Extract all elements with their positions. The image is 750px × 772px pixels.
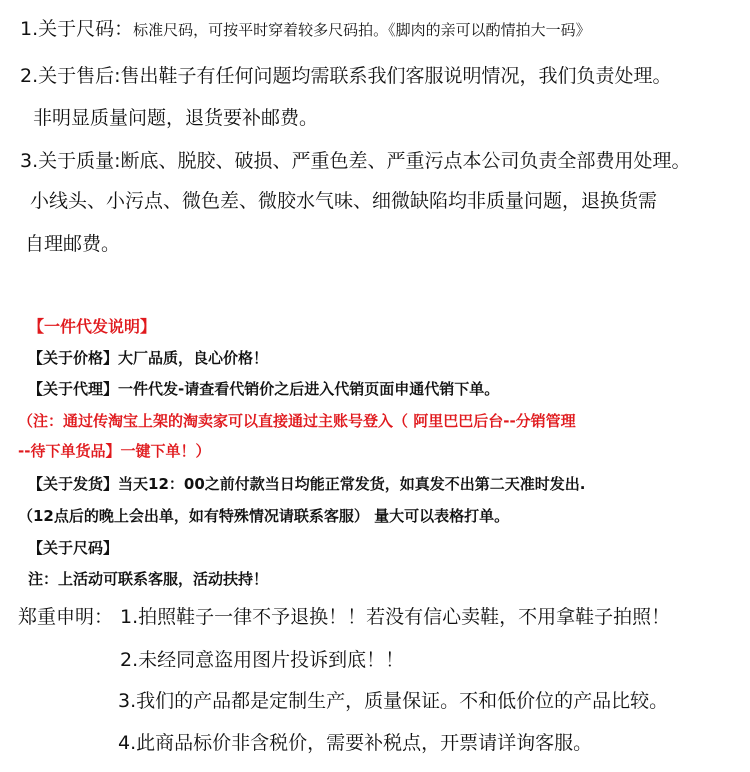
price-line — [28, 347, 268, 368]
statement-item-3: 3.我们的产品都是定制生产，质量保证。不和低价位的产品比较。 — [118, 690, 669, 712]
size-label-line: 【关于尺码】 — [28, 539, 119, 557]
dropship-note-line-1: （注：通过传淘宝上架的淘卖家可以直接通过主账号登入（ 阿里巴巴后台--分销管理 — [18, 412, 576, 430]
agent-line — [28, 378, 499, 399]
size-info-line — [20, 14, 591, 41]
activity-note: 注：上活动可联系客服，活动扶持！ — [28, 570, 269, 588]
quality-line-3: 自理邮费。 — [25, 233, 121, 255]
shipping-label: 【关于发货】 — [28, 475, 119, 493]
statement-label: 郑重申明： — [18, 606, 114, 628]
dropship-note-line-2: --待下单货品】一键下单！） — [18, 442, 211, 460]
after-sales-line-2: 非明显质量问题，退货要补邮费。 — [33, 107, 319, 129]
agent-label: 【关于代理】 — [28, 380, 119, 398]
shipping-line-2: （12点后的晚上会出单，如有特殊情况请联系客服） 量大可以表格打单。 — [18, 507, 510, 525]
statement-item-1: 1.拍照鞋子一律不予退换！！若没有信心卖鞋，不用拿鞋子拍照！ — [120, 606, 671, 628]
quality-line-2: 小线头、小污点、微色差、微胶水气味、细微缺陷均非质量问题，退换货需 — [30, 190, 658, 212]
statement-item-2: 2.未经同意盗用图片投诉到底！！ — [120, 649, 405, 671]
shipping-text: 当天12：00之前付款当日均能正常发货，如真发不出第二天准时发出. — [118, 475, 586, 493]
shipping-line — [28, 473, 585, 494]
dropship-title: 【一件代发说明】 — [28, 317, 157, 336]
agent-text: 一件代发-请查看代销价之后进入代销页面申通代销下单。 — [118, 380, 500, 398]
size-info-text: 标准尺码，可按平时穿着较多尺码拍。《脚肉的亲可以酌情拍大一码》 — [133, 21, 591, 39]
size-info-label: 1.关于尺码： — [20, 18, 134, 40]
price-text: 大厂品质，良心价格！ — [118, 349, 269, 367]
statement-item-4: 4.此商品标价非含税价，需要补税点，开票请详询客服。 — [118, 732, 593, 754]
after-sales-line-1: 2.关于售后:售出鞋子有任何问题均需联系我们客服说明情况，我们负责处理。 — [20, 65, 672, 87]
price-label: 【关于价格】 — [28, 349, 119, 367]
quality-line-1: 3.关于质量:断底、脱胶、破损、严重色差、严重污点本公司负责全部费用处理。 — [20, 150, 691, 172]
